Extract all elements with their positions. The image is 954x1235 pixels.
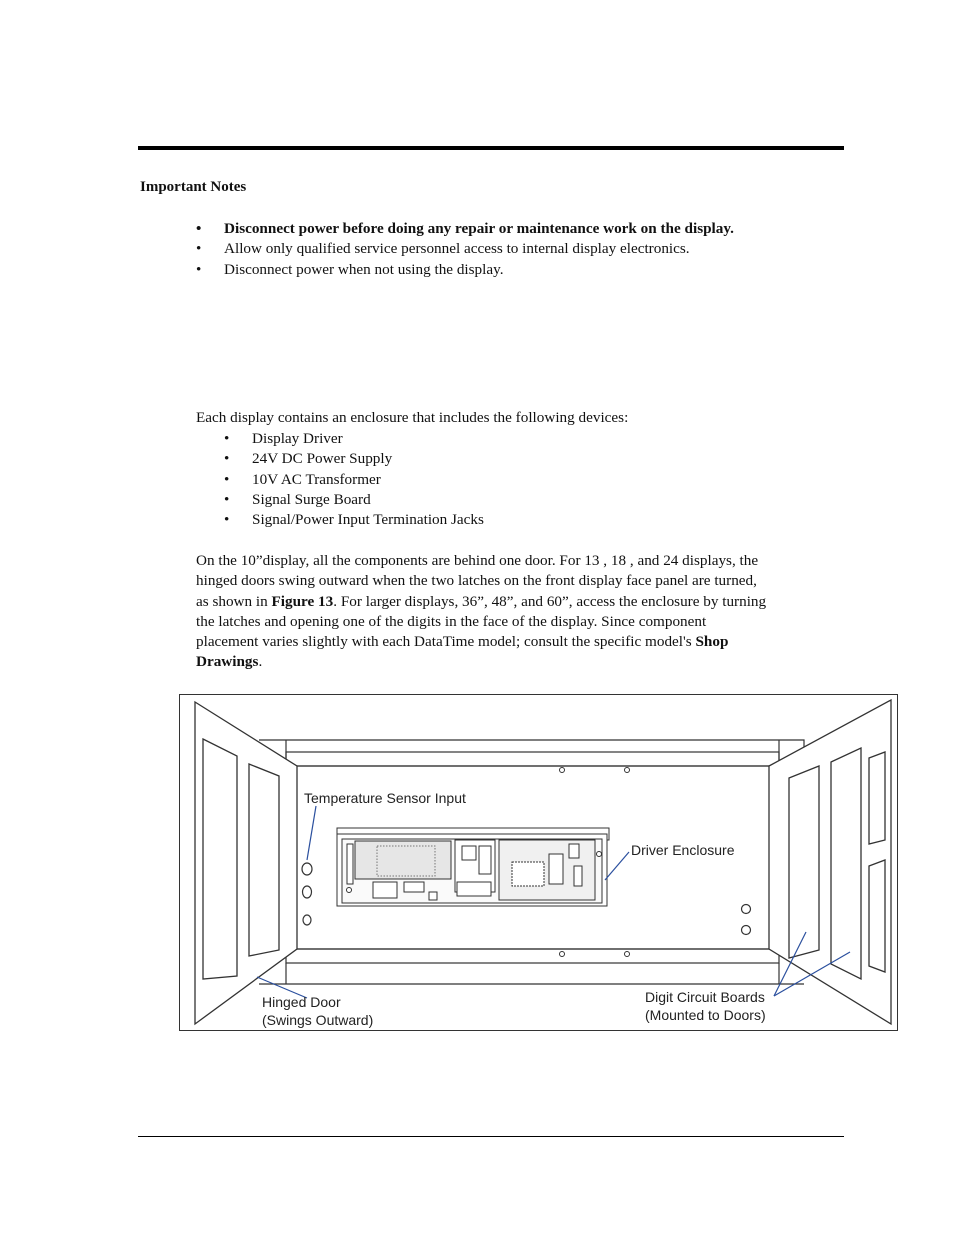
note-item: • Disconnect power before doing any repair or maintenance work on the display. (196, 219, 734, 239)
paragraph-line (196, 632, 846, 652)
paragraph-line: On the 10”display, all the components are behind one door. For 13 , 18 , and 24 displays, the (196, 552, 759, 569)
device-item: • 24V DC Power Supply (224, 449, 484, 469)
device-item: • Signal/Power Input Termination Jacks (224, 510, 484, 530)
text-run: as shown in (196, 592, 272, 610)
paragraph-line: the latches and opening one of the digits in the face of the display. Since component (196, 612, 707, 630)
device-item: • 10V AC Transformer (224, 470, 484, 490)
hinged-door-label: Hinged Door (262, 994, 341, 1010)
shop-drawings-reference: Drawings (196, 653, 259, 671)
digit-boards-label: Digit Circuit Boards (645, 989, 765, 1005)
enclosure-paragraph (196, 551, 846, 673)
top-rule (138, 146, 844, 150)
note-item: • Disconnect power when not using the display. (196, 260, 734, 280)
shop-drawings-reference: Shop (695, 633, 729, 651)
device-item: • Signal Surge Board (224, 490, 484, 510)
driver-enclosure (337, 828, 609, 906)
paragraph-line (196, 592, 846, 612)
section-heading: Important Notes (140, 179, 247, 195)
text-run: . For larger displays, 36”, 48”, and 60”, access the enclosure by turning (333, 592, 767, 610)
device-list (224, 429, 484, 530)
temperature-sensor-label: Temperature Sensor Input (304, 790, 466, 806)
text-run: placement varies slightly with each DataTime model; consult the specific model's (196, 633, 696, 651)
digit-boards-sublabel: (Mounted to Doors) (645, 1007, 766, 1023)
text-run: . (258, 653, 263, 671)
important-notes-list (196, 219, 734, 280)
bottom-rule (138, 1136, 844, 1137)
hinged-door-sublabel: (Swings Outward) (262, 1012, 374, 1028)
note-item: • Allow only qualified service personnel access to internal display electronics. (196, 239, 734, 259)
device-item: • Display Driver (224, 429, 484, 449)
paragraph-line (196, 652, 846, 672)
driver-enclosure-label: Driver Enclosure (631, 842, 735, 858)
paragraph-line: hinged doors swing outward when the two latches on the front display face panel are turned, (196, 572, 757, 590)
enclosure-intro: Each display contains an enclosure that includes the following devices: (196, 409, 629, 426)
enclosure-diagram (179, 694, 899, 1031)
figure-13-reference: Figure 13 (271, 592, 334, 610)
enclosure-figure (179, 694, 899, 1031)
